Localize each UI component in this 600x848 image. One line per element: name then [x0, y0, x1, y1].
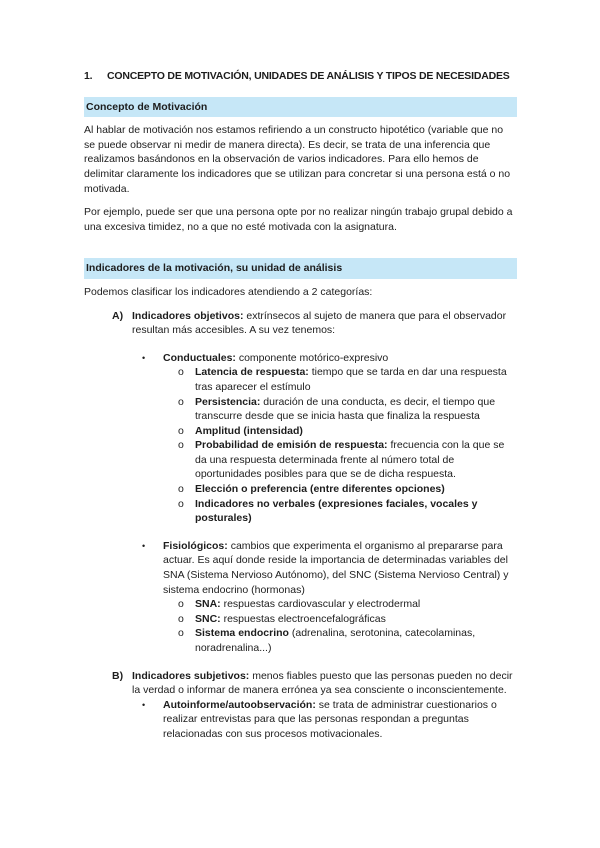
- list-item-text: se trata de administrar cuestionarios o realizar entrevistas para que las personas respondan a preguntas relacionadas con sus procesos motivacionales.: [163, 698, 497, 740]
- list-item-no-verbales: [84, 497, 517, 526]
- list-item-content: [195, 395, 517, 424]
- circle-bullet-icon: o: [178, 627, 184, 640]
- circle-bullet-icon: o: [178, 424, 184, 437]
- list-item-text: respuestas cardiovascular y electrodermal: [223, 598, 421, 611]
- list-item-text: extrínsecos al sujeto de manera que para el observador resultan más accesibles. A su vez tenemos:: [132, 309, 507, 337]
- list-item-content: [195, 365, 517, 394]
- list-item-indicadores-objetivos: [84, 309, 517, 338]
- list-item-label: Persistencia:: [195, 395, 261, 408]
- list-item-content: [195, 438, 517, 482]
- circle-bullet-icon: o: [178, 598, 184, 611]
- list-item-amplitud: [84, 424, 517, 439]
- list-item-label: Indicadores objetivos:: [132, 309, 244, 322]
- list-item-label: SNA:: [195, 598, 221, 611]
- list-item-label: Elección o preferencia (entre diferentes opciones): [195, 483, 445, 496]
- title-number: 1.: [84, 70, 93, 82]
- list-item-content: [195, 597, 517, 612]
- list-item-autoinforme: [84, 698, 517, 742]
- list-item-label: Conductuales:: [163, 351, 236, 364]
- title-text: CONCEPTO DE MOTIVACIÓN, UNIDADES DE ANÁLISIS Y TIPOS DE NECESIDADES: [107, 70, 510, 82]
- list-item-sna: [84, 597, 517, 612]
- list-item-text: (adrenalina, serotonina, catecolaminas, noradrenalina...): [195, 627, 476, 654]
- list-item-indicadores-subjetivos: [84, 669, 517, 698]
- list-item-label: Indicadores no verbales (expresiones faciales, vocales y posturales): [195, 497, 478, 525]
- list-item-label: Amplitud (intensidad): [195, 424, 303, 437]
- paragraph-constructo: Al hablar de motivación nos estamos refiriendo a un constructo hipotético (variable que no se puede observar ni medir de manera directa). Es decir, se trata de una inferencia que realizamos basándonos en la observación de varios indicadores. Para ello hemos de delimitar claramente los indicadores que se utilizan para concretar si una persona está o no motivada.: [84, 124, 511, 195]
- list-item-conductuales: [84, 351, 517, 366]
- list-item-text: componente motórico-expresivo: [238, 351, 389, 364]
- list-item-content: [163, 539, 517, 597]
- list-item-text: cambios que experimenta el organismo al prepararse para actuar. Es aquí donde reside la importancia de determinadas variables del SNA (Sistema Nervioso Autónomo), del SNC (Sistema Nervioso Central) y sistema endocrino (hormonas): [163, 539, 509, 596]
- list-item-content: [163, 351, 517, 366]
- circle-bullet-icon: o: [178, 483, 184, 496]
- list-item-label: Probabilidad de emisión de respuesta:: [195, 439, 388, 452]
- list-item-text: duración de una conducta, es decir, el tiempo que transcurre desde que se inicia hasta que finaliza la respuesta: [195, 395, 496, 423]
- list-item-persistencia: [84, 395, 517, 424]
- list-item-text: menos fiables puesto que las personas pueden no decir la verdad o informar de manera errónea ya sea consciente o inconscientemente.: [132, 669, 513, 697]
- list-item-label: Indicadores subjetivos:: [132, 669, 250, 682]
- list-marker-b: B): [112, 669, 124, 682]
- list-item-text: respuestas electroencefalográficas: [223, 612, 386, 625]
- paragraph-intro-categorias: Podemos clasificar los indicadores atendiendo a 2 categorías:: [84, 285, 373, 298]
- list-item-text: tiempo que se tarda en dar una respuesta tras aparecer el estímulo: [195, 366, 507, 393]
- list-item-content: [163, 698, 517, 742]
- list-item-label: Latencia de respuesta:: [195, 366, 309, 379]
- list-item-label: SNC:: [195, 612, 221, 625]
- circle-bullet-icon: o: [178, 439, 184, 452]
- list-item-content: [195, 612, 517, 627]
- list-item-content: [132, 309, 517, 338]
- list-item-label: Sistema endocrino: [195, 627, 289, 640]
- list-item-sistema-endocrino: [84, 626, 517, 655]
- circle-bullet-icon: o: [178, 612, 184, 625]
- list-item-eleccion: [84, 482, 517, 497]
- list-item-fisiologicos: [84, 539, 517, 597]
- list-item-content: [195, 482, 517, 497]
- circle-bullet-icon: o: [178, 395, 184, 408]
- list-item-label: Fisiológicos:: [163, 539, 228, 552]
- section-heading-indicadores: Indicadores de la motivación, su unidad de análisis: [84, 258, 517, 279]
- circle-bullet-icon: o: [178, 497, 184, 510]
- list-item-snc: [84, 612, 517, 627]
- list-item-content: [132, 669, 517, 698]
- circle-bullet-icon: o: [178, 366, 184, 379]
- list-marker-a: A): [112, 309, 124, 322]
- list-item-content: [195, 497, 517, 526]
- list-item-text: frecuencia con la que se da una respuesta determinada frente al número total de oportunidades posibles para que se de dicha respuesta.: [195, 439, 505, 481]
- bullet-icon: •: [142, 352, 146, 363]
- list-item-probabilidad: [84, 438, 517, 482]
- list-item-label: Autoinforme/autoobservación:: [163, 698, 316, 711]
- bullet-icon: •: [142, 540, 146, 551]
- list-item-latencia: [84, 365, 517, 394]
- paragraph-ejemplo: Por ejemplo, puede ser que una persona opte por no realizar ningún trabajo grupal debido a una excesiva timidez, no a que no esté motivada con la asignatura.: [84, 206, 513, 233]
- page-title: [84, 69, 517, 84]
- list-item-content: [195, 424, 517, 439]
- bullet-icon: •: [142, 699, 146, 710]
- section-heading-concepto: Concepto de Motivación: [84, 97, 517, 118]
- list-item-content: [195, 626, 517, 655]
